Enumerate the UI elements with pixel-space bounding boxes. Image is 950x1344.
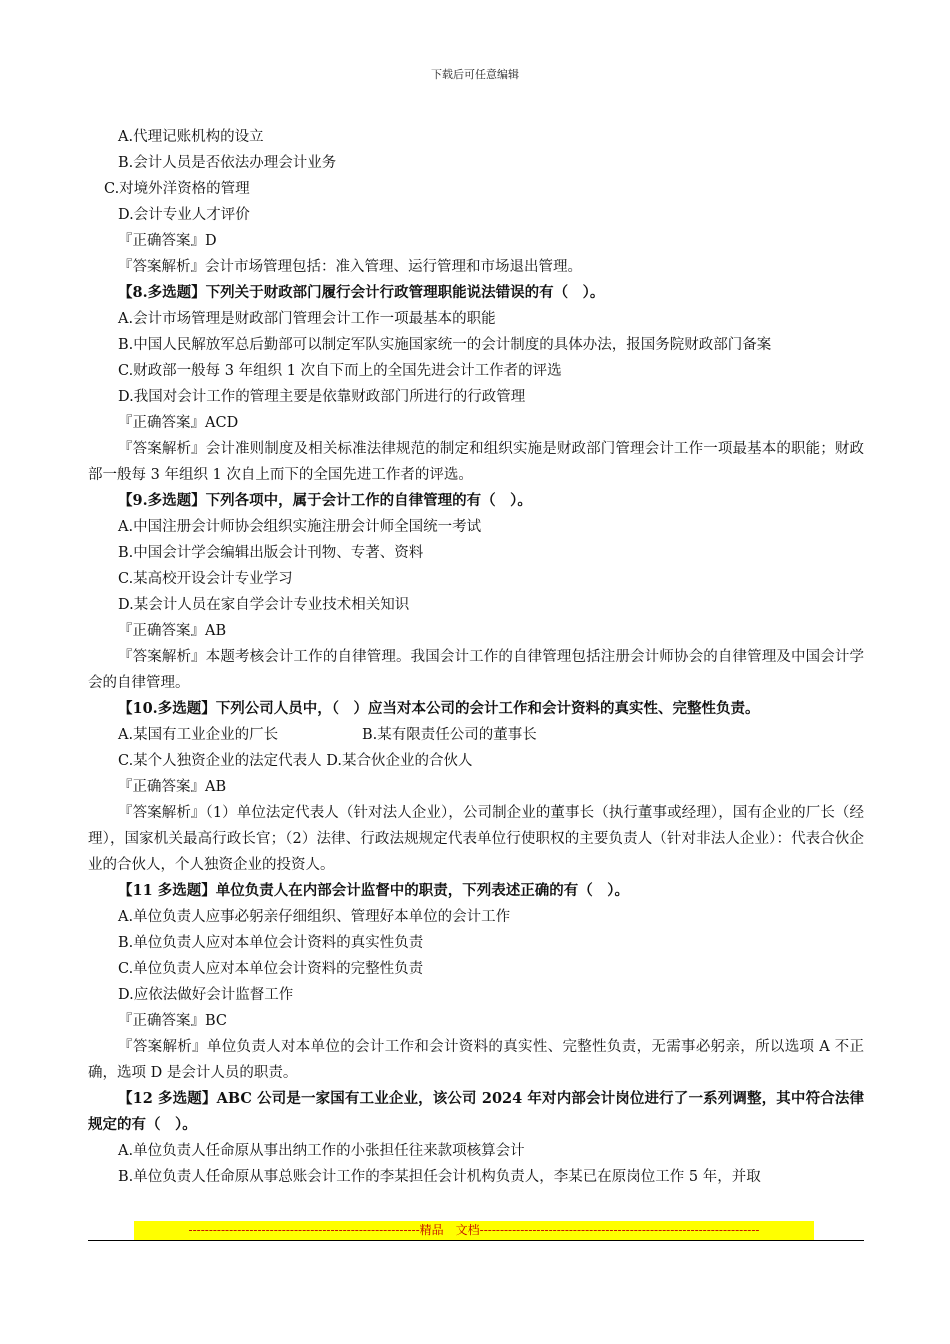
text-line: B.单位负责人任命原从事总账会计工作的李某担任会计机构负责人，李某已在原岗位工作 5 年，并取 bbox=[118, 1169, 761, 1185]
text-line: C.对境外洋资格的管理 bbox=[104, 181, 250, 197]
question-heading: 【11 多选题】单位负责人在内部会计监督中的职责，下列表述正确的有（ ）。 bbox=[118, 882, 629, 899]
paragraph: B.中国人民解放军总后勤部可以制定军队实施国家统一的会计制度的具体办法，报国务院财政部门备案 bbox=[118, 337, 772, 353]
text-line: D.会计专业人才评价 bbox=[118, 207, 250, 223]
paragraph: 『答案解析』单位负责人对本单位的会计工作和会计资料的真实性、完整性负责，无需事必躬亲，所以选项 A 不正确，选项 D 是会计人员的职责。 bbox=[88, 1039, 864, 1081]
question-heading: 【12 多选题】ABC 公司是一家国有工业企业，该公司 2024 年对内部会计岗位进行了一系列调整，其中符合法律规定的有（ ）。 bbox=[88, 1090, 864, 1133]
text-line: C.某高校开设会计专业学习 bbox=[118, 571, 293, 587]
text-line: D.应依法做好会计监督工作 bbox=[118, 987, 294, 1003]
question-heading: 【10.多选题】下列公司人员中，（ ）应当对本公司的会计工作和会计资料的真实性、完整性负责。 bbox=[118, 700, 760, 717]
text-line: 『正确答案』ACD bbox=[118, 415, 239, 431]
paragraph: 『答案解析』（1）单位法定代表人（针对法人企业），公司制企业的董事长（执行董事或经理），国有企业的厂长（经理），国家机关最高行政长官；（2）法律、行政法规规定代表单位行使职权的主要负责人（针对非法人企业）：代表合伙企业的合伙人，个人独资企业的投资人。 bbox=[88, 805, 864, 873]
text-line: C.某个人独资企业的法定代表人 D.某合伙企业的合伙人 bbox=[118, 753, 473, 769]
text-line: A.中国注册会计师协会组织实施注册会计师全国统一考试 bbox=[118, 519, 482, 535]
text-line: D.我国对会计工作的管理主要是依靠财政部门所进行的行政管理 bbox=[118, 389, 526, 405]
text-line: C.财政部一般每 3 年组织 1 次自下而上的全国先进会计工作者的评选 bbox=[118, 363, 562, 379]
text-line: B.单位负责人应对本单位会计资料的真实性负责 bbox=[118, 935, 424, 951]
text-line: D.某会计人员在家自学会计专业技术相关知识 bbox=[118, 597, 410, 613]
text-line: C.单位负责人应对本单位会计资料的完整性负责 bbox=[118, 961, 424, 977]
option-row bbox=[88, 722, 864, 748]
question-heading: 【9.多选题】下列各项中，属于会计工作的自律管理的有（ ）。 bbox=[118, 492, 532, 509]
paragraph: 『答案解析』会计准则制度及相关标准法律规范的制定和组织实施是财政部门管理会计工作一项最基本的职能；财政部一般每 3 年组织 1 次自上而下的全国先进工作者的评选。 bbox=[88, 441, 864, 483]
text-line: A.单位负责人任命原从事出纳工作的小张担任往来款项核算会计 bbox=[118, 1143, 525, 1159]
text-line: 『正确答案』BC bbox=[118, 1013, 228, 1029]
page-header: 下载后可任意编辑 bbox=[431, 68, 519, 81]
text-line: 『正确答案』AB bbox=[118, 779, 227, 795]
option-text: B.某有限责任公司的董事长 bbox=[362, 727, 537, 743]
text-line: 『答案解析』会计市场管理包括：准入管理、运行管理和市场退出管理。 bbox=[118, 259, 582, 275]
text-line: 『正确答案』AB bbox=[118, 623, 227, 639]
document-body bbox=[88, 124, 864, 1190]
question-heading: 【8.多选题】下列关于财政部门履行会计行政管理职能说法错误的有（ ）。 bbox=[118, 284, 605, 301]
text-line: A.代理记账机构的设立 bbox=[118, 129, 264, 145]
text-line: B.中国会计学会编辑出版会计刊物、专著、资料 bbox=[118, 545, 424, 561]
footer-divider bbox=[88, 1240, 864, 1241]
option-text: A.某国有工业企业的厂长 bbox=[118, 727, 279, 743]
text-line: 『正确答案』D bbox=[118, 233, 217, 249]
paragraph: 『答案解析』本题考核会计工作的自律管理。我国会计工作的自律管理包括注册会计师协会的自律管理及中国会计学会的自律管理。 bbox=[88, 649, 864, 691]
text-line: A.会计市场管理是财政部门管理会计工作一项最基本的职能 bbox=[118, 311, 496, 327]
footer-banner: ---------------------------------------------------------精品 文档--------------------------------------------------------------------- bbox=[134, 1221, 814, 1240]
text-line: A.单位负责人应事必躬亲仔细组织、管理好本单位的会计工作 bbox=[118, 909, 511, 925]
text-line: B.会计人员是否依法办理会计业务 bbox=[118, 155, 337, 171]
